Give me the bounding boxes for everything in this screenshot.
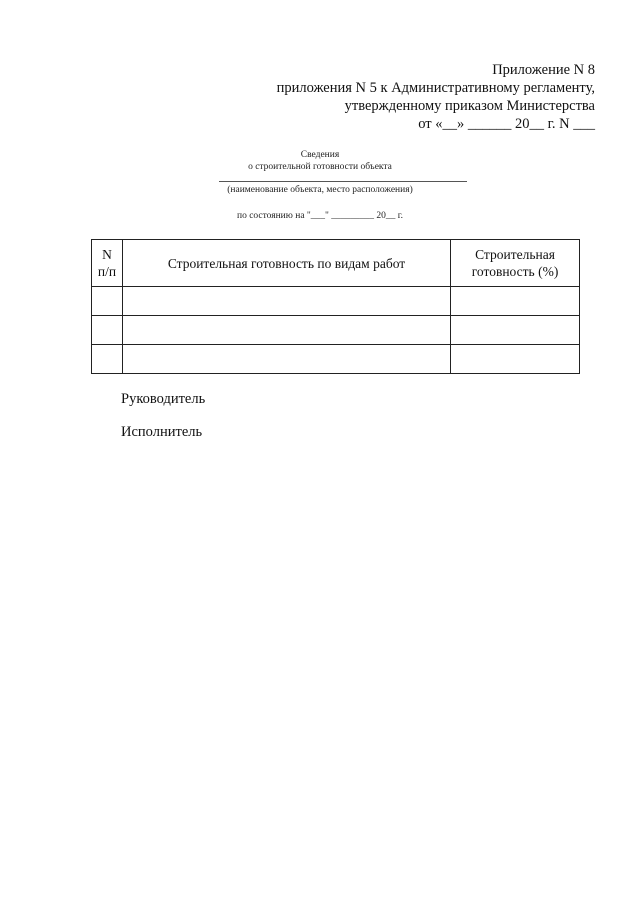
- table-cell: [451, 316, 580, 345]
- column-header-readiness-percent: Строительная готовность (%): [451, 240, 580, 287]
- appendix-number: Приложение N 8: [492, 62, 595, 78]
- form-title: Сведения: [300, 150, 340, 160]
- table-header-row: [92, 240, 580, 287]
- table-row: [92, 316, 580, 345]
- table-cell: [122, 345, 450, 374]
- object-name-line: [219, 181, 467, 182]
- status-date-line: по состоянию на "___" _________ 20__ г.: [237, 211, 403, 221]
- signature-executor: Исполнитель: [121, 424, 203, 440]
- appendix-approval: утвержденному приказом Министерства: [344, 98, 595, 114]
- table-cell: [122, 316, 450, 345]
- appendix-header: [277, 61, 595, 133]
- table-cell: [451, 345, 580, 374]
- object-caption: (наименование объекта, место расположения): [227, 185, 413, 195]
- table-row: [92, 345, 580, 374]
- column-header-work-types: Строительная готовность по видам работ: [122, 240, 450, 287]
- appendix-order-date: от «__» ______ 20__ г. N ___: [418, 116, 595, 132]
- table-cell: [451, 287, 580, 316]
- table-row: [92, 287, 580, 316]
- table-cell: [92, 316, 123, 345]
- column-header-number: N п/п: [92, 240, 123, 287]
- table-cell: [92, 345, 123, 374]
- table-cell: [122, 287, 450, 316]
- signature-head: Руководитель: [121, 391, 206, 407]
- table-cell: [92, 287, 123, 316]
- form-subtitle: о строительной готовности объекта: [248, 162, 392, 172]
- readiness-table: [91, 239, 580, 374]
- appendix-reference: приложения N 5 к Административному регламенту,: [276, 80, 595, 96]
